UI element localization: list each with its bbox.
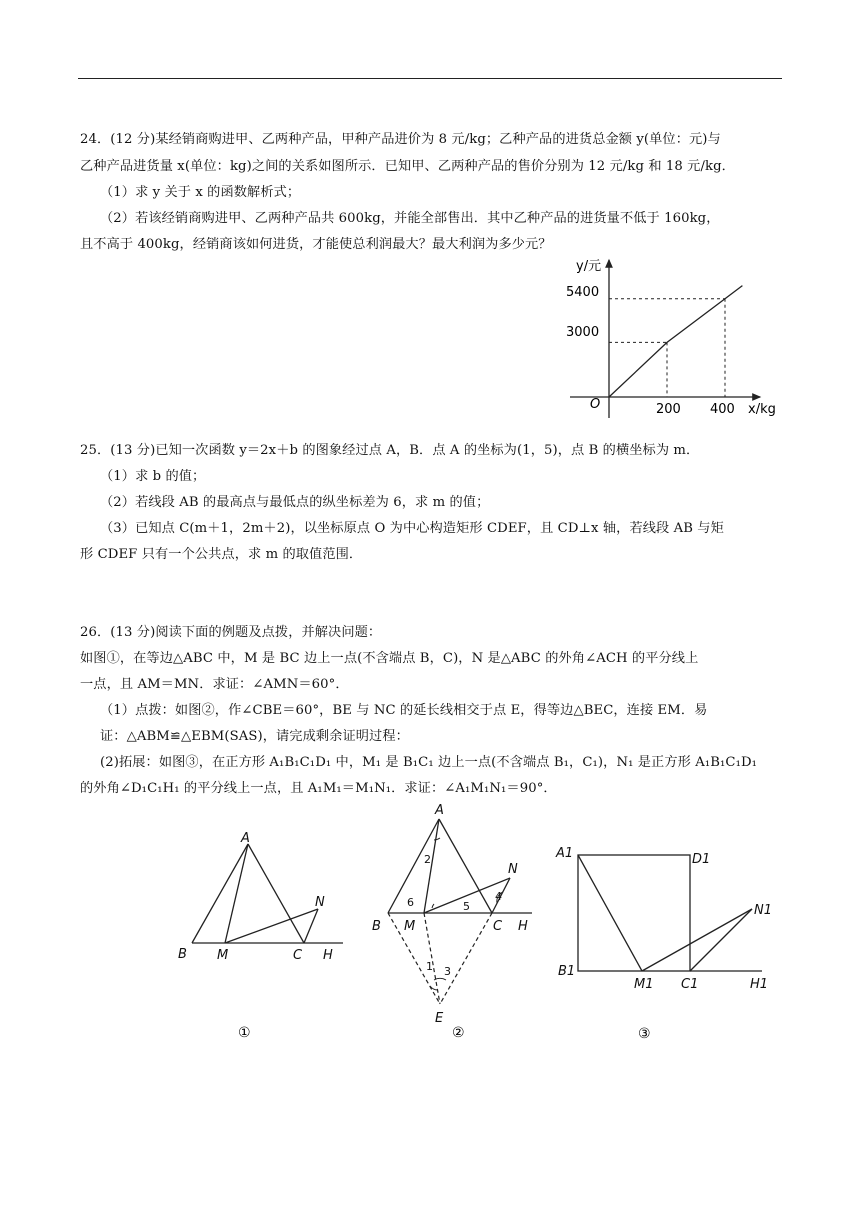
q25-line-1: 25．(13 分)已知一次函数 y＝2x＋b 的图象经过点 A，B．点 A 的坐标为(1，5)，点 B 的横坐标为 m． <box>80 443 700 458</box>
q26-line-3: 一点，且 AM＝MN．求证：∠AMN＝60°． <box>80 677 349 692</box>
fig3-label-c1: C1 <box>681 977 699 992</box>
q24-function-line <box>609 286 742 397</box>
q26-line-1: 26．(13 分)阅读下面的例题及点拨，并解决问题： <box>80 625 382 640</box>
fig2-angle-5: 5 <box>463 900 470 913</box>
fig2-angle-1: 1 <box>426 960 433 973</box>
fig1-label-a: A <box>241 831 250 846</box>
fig3-label-b1: B1 <box>558 964 576 979</box>
fig2-label-e: E <box>435 1011 444 1026</box>
q25-line-5: 形 CDEF 只有一个公共点，求 m 的取值范围． <box>80 547 363 562</box>
x-tick-400: 400 <box>710 402 735 417</box>
q24-line-1: 24．(12 分)某经销商购进甲、乙两种产品，甲种产品进价为 8 元/kg；乙种产品的进货总金额 y(单位：元)与 <box>80 132 721 147</box>
x-tick-200: 200 <box>656 402 681 417</box>
fig3-label-d1: D1 <box>692 852 711 867</box>
q26-line-7: 的外角∠D₁C₁H₁ 的平分线上一点，且 A₁M₁＝M₁N₁．求证：∠A₁M₁N₁＝90°． <box>80 781 557 796</box>
fig1-label-b: B <box>178 947 187 962</box>
y-tick-3000: 3000 <box>566 325 600 340</box>
fig1-label-c: C <box>293 948 303 963</box>
q24-line-3: （1）求 y 关于 x 的函数解析式； <box>100 185 301 200</box>
q26-line-4: （1）点拨：如图②，作∠CBE＝60°，BE 与 NC 的延长线相交于点 E，得等边△BEC，连接 EM．易 <box>100 703 708 718</box>
fig2-label-c: C <box>493 919 503 934</box>
q24-line-2: 乙种产品进货量 x(单位：kg)之间的关系如图所示．已知甲、乙两种产品的售价分别为 12 元/kg 和 18 元/kg． <box>80 159 735 174</box>
fig2-label-b: B <box>372 919 381 934</box>
fig2-angle-2: 2 <box>424 853 431 866</box>
fig1-label-n: N <box>315 895 325 910</box>
fig2-angle-3: 3 <box>444 965 451 978</box>
fig2-label-a: A <box>435 803 444 818</box>
figure-3 <box>550 838 780 1045</box>
x-axis-label: x/kg <box>748 402 776 417</box>
fig1-label-h: H <box>323 948 333 963</box>
figure-1 <box>170 830 360 1045</box>
q26-line-2: 如图①，在等边△ABC 中，M 是 BC 边上一点(不含端点 B，C)，N 是△ABC 的外角∠ACH 的平分线上 <box>80 651 699 666</box>
q25-line-2: （1）求 b 的值； <box>100 469 206 484</box>
q24-line-4: （2）若该经销商购进甲、乙两种产品共 600kg，并能全部售出．其中乙种产品的进货量不低于 160kg， <box>100 211 720 226</box>
fig1-caption: ① <box>238 1025 251 1041</box>
fig2-caption: ② <box>452 1025 465 1041</box>
y-axis-label: y/元 <box>576 259 602 274</box>
q25-line-3: （2）若线段 AB 的最高点与最低点的纵坐标差为 6，求 m 的值； <box>100 495 490 510</box>
fig3-label-m1: M1 <box>634 977 654 992</box>
fig3-label-n1: N1 <box>754 903 772 918</box>
origin-label: O <box>590 397 601 412</box>
q26-line-6: (2)拓展：如图③，在正方形 A₁B₁C₁D₁ 中，M₁ 是 B₁C₁ 边上一点(不含端点 B₁，C₁)，N₁ 是正方形 A₁B₁C₁D₁ <box>100 755 758 770</box>
q24-graph <box>560 256 790 426</box>
fig2-angle-4: 4 <box>495 890 502 903</box>
fig3-caption: ③ <box>638 1026 651 1042</box>
fig3-label-h1: H1 <box>750 977 769 992</box>
q25-line-4: （3）已知点 C(m＋1，2m＋2)，以坐标原点 O 为中心构造矩形 CDEF，且 CD⊥x 轴，若线段 AB 与矩 <box>100 521 724 536</box>
fig3-label-a1: A1 <box>556 846 574 861</box>
fig2-label-h: H <box>518 919 528 934</box>
q26-line-5: 证：△ABM≌△EBM(SAS)，请完成剩余证明过程： <box>100 729 409 744</box>
header-rule <box>78 78 782 79</box>
fig1-label-m: M <box>217 948 229 963</box>
q24-line-5: 且不高于 400kg，经销商该如何进货，才能使总利润最大？最大利润为多少元？ <box>80 237 552 252</box>
y-tick-5400: 5400 <box>566 285 600 300</box>
figure-2 <box>364 800 544 1045</box>
fig2-angle-6: 6 <box>407 896 414 909</box>
fig2-label-n: N <box>508 862 518 877</box>
fig2-label-m: M <box>404 919 416 934</box>
